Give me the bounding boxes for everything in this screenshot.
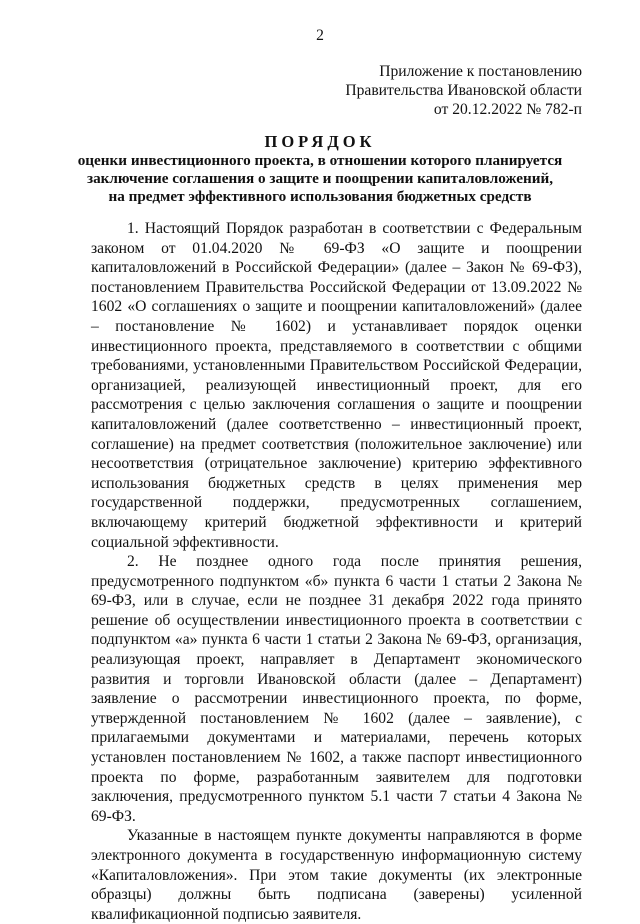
paragraph-2: 2. Не позднее одного года после принятия решения, предусмотренного подпунктом «б» пункта 6 части 1 статьи 2 Закона № 69-ФЗ, или в случае, если не позднее 31 декабря 2022 года принято решение об осуществлении инвестиционного проекта в соответствии с подпунктом «а» пункта 6 части 1 статьи 2 Закона № 69-ФЗ, организация, реализующая проект, направляет в Департамент экономического развития и торговли Ивановской области (далее – Департамент) заявление о рассмотрении инвестиционного проекта, по форме, утвержденной постановлением № 1602 (далее – заявление), с прилагаемыми документами и материалами, перечень которых установлен постановлением № 1602, а также паспорт инвестиционного проекта по форме, разработанным заявителем для подготовки заключения, предусмотренного пунктом 5.1 части 7 статьи 4 Закона № 69-ФЗ.	[91, 553, 582, 825]
title-line: на предмет эффективного использования бюджетных средств	[108, 188, 532, 205]
appendix-line: от 20.12.2022 № 782-п	[433, 101, 582, 118]
page-number: 2	[316, 27, 324, 44]
title-line: заключение соглашения о защите и поощрении капиталовложений,	[86, 170, 554, 187]
title-main: ПОРЯДОК	[264, 132, 376, 151]
paragraph-3: Указанные в настоящем пункте документы направляются в форме электронного документа в государственную информационную систему «Капиталовложения». При этом такие документы (их электронные образцы) должны быть подписана (заверены) усиленной квалификационной подписью заявителя.	[91, 827, 582, 923]
appendix-header	[345, 62, 582, 119]
document-title	[60, 132, 580, 206]
document-body	[91, 219, 582, 924]
paragraph-1: 1. Настоящий Порядок разработан в соответствии с Федеральным законом от 01.04.2020 № 69-ФЗ «О защите и поощрении капиталовложений в Российской Федерации» (далее – Закон № 69-ФЗ), постановлением Правительства Российской Федерации от 13.09.2022 № 1602 «О соглашениях о защите и поощрении капиталовложений» (далее – постановление № 1602) и устанавливает порядок оценки инвестиционного проекта, представляемого в соответствии с общими требованиями, установленными Правительством Российской Федерации, организацией, реализующей инвестиционный проект, для его рассмотрения с целью заключения соглашения о защите и поощрении капиталовложений (далее соответственно – инвестиционный проект, соглашение) на предмет соответствия (положительное заключение) или несоответствия (отрицательное заключение) критерию эффективного использования бюджетных средств в целях применения мер государственной поддержки, предусмотренных соглашением, включающему критерий бюджетной эффективности и критерий социальной эффективности.	[91, 220, 582, 551]
appendix-line: Приложение к постановлению	[379, 63, 582, 80]
appendix-line: Правительства Ивановской области	[345, 82, 582, 99]
title-line: оценки инвестиционного проекта, в отношении которого планируется	[77, 152, 563, 169]
